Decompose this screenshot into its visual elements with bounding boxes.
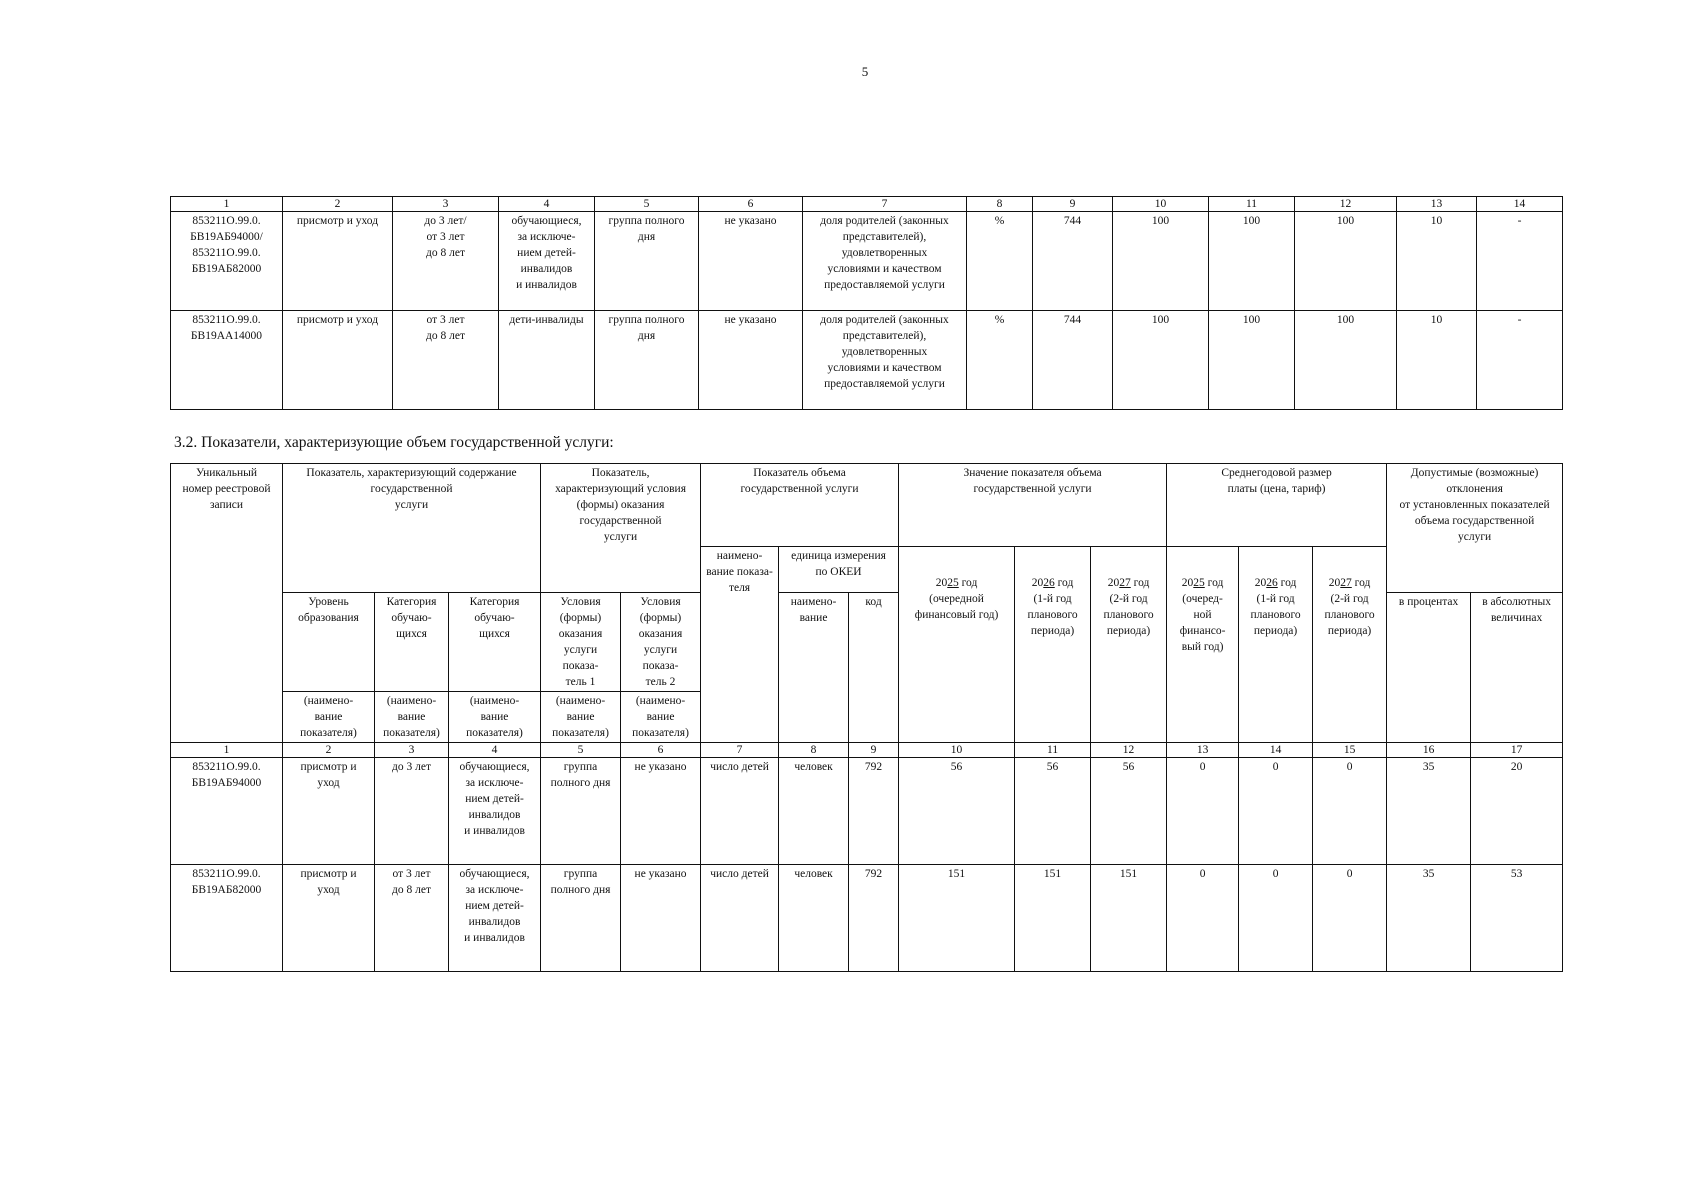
header-deviation-spacer [1387, 546, 1563, 593]
header-indicator-name: (наимено- вание показателя) [283, 692, 375, 743]
col-number: 3 [375, 743, 449, 758]
cell: 792 [849, 865, 899, 972]
header-level: Уровень образования [283, 593, 375, 692]
header-volume-value: Значение показателя объема государственной услуги [899, 464, 1167, 547]
cell: 10 [1397, 311, 1477, 410]
col-number: 13 [1167, 743, 1239, 758]
header-deviation: Допустимые (возможные) отклонения от установленных показателей объема государственной услуги [1387, 464, 1563, 547]
col-number: 11 [1015, 743, 1091, 758]
cell: 100 [1113, 311, 1209, 410]
col-number: 4 [449, 743, 541, 758]
cell: до 3 лет/ от 3 лет до 8 лет [393, 212, 499, 311]
header-unit-name: наимено- вание [779, 593, 849, 743]
header-indicator-name: (наимено- вание показателя) [449, 692, 541, 743]
cell: 151 [1015, 865, 1091, 972]
header-unit-code: код [849, 593, 899, 743]
header-year-3: 2027 год (2-й год планового периода) [1091, 546, 1167, 743]
col-number: 6 [699, 197, 803, 212]
col-number: 12 [1091, 743, 1167, 758]
cell: 56 [1091, 758, 1167, 865]
cell: от 3 лет до 8 лет [393, 311, 499, 410]
cell: % [967, 212, 1033, 311]
page-number: 5 [861, 64, 869, 79]
cell: 100 [1295, 212, 1397, 311]
cell: - [1477, 311, 1563, 410]
cell: 0 [1239, 758, 1313, 865]
header-year-2: 2026 год (1-й год планового периода) [1015, 546, 1091, 743]
col-number: 11 [1209, 197, 1295, 212]
header-price-year-2: 2026 год (1-й год планового периода) [1239, 546, 1313, 743]
header-average-price: Среднегодовой размер платы (цена, тариф) [1167, 464, 1387, 547]
header-conditions-indicator: Показатель, характеризующий условия (формы) оказания государственной услуги [541, 464, 701, 593]
cell: 100 [1209, 311, 1295, 410]
cell: - [1477, 212, 1563, 311]
col-number: 2 [283, 743, 375, 758]
cell: 853211О.99.0. БВ19АБ94000 [171, 758, 283, 865]
table-row [171, 311, 1563, 410]
cell: не указано [621, 758, 701, 865]
cell: не указано [699, 212, 803, 311]
header-volume-indicator: Показатель объема государственной услуги [701, 464, 899, 547]
cell: 56 [1015, 758, 1091, 865]
cell: обучающиеся, за исключе- нием детей- инвалидов и инвалидов [449, 758, 541, 865]
cell: 744 [1033, 311, 1113, 410]
cell: группа полного дня [541, 758, 621, 865]
cell: присмотр и уход [283, 865, 375, 972]
col-number: 16 [1387, 743, 1471, 758]
cell: 0 [1313, 758, 1387, 865]
col-number: 9 [1033, 197, 1113, 212]
quality-indicators-table [170, 196, 1563, 410]
col-number: 8 [967, 197, 1033, 212]
table-row [171, 865, 1563, 972]
header-condition-2: Условия (формы) оказания услуги показа- тель 2 [621, 593, 701, 692]
col-number: 2 [283, 197, 393, 212]
cell: 0 [1167, 758, 1239, 865]
header-price-year-1: 2025 год (очеред- ной финансо- вый год) [1167, 546, 1239, 743]
cell: 56 [899, 758, 1015, 865]
col-number: 5 [595, 197, 699, 212]
cell: 0 [1239, 865, 1313, 972]
cell: человек [779, 865, 849, 972]
header-unit: единица измерения по ОКЕИ [779, 546, 899, 593]
col-number: 1 [171, 743, 283, 758]
header-unique-number: Уникальный номер реестровой записи [171, 464, 283, 743]
header-condition-1: Условия (формы) оказания услуги показа- тель 1 [541, 593, 621, 692]
col-number: 14 [1477, 197, 1563, 212]
volume-indicators-table [170, 463, 1563, 972]
cell: обучающиеся, за исключе- нием детей- инвалидов и инвалидов [499, 212, 595, 311]
header-indicator-name: (наимено- вание показателя) [375, 692, 449, 743]
cell: дети-инвалиды [499, 311, 595, 410]
col-number: 15 [1313, 743, 1387, 758]
cell: присмотр и уход [283, 212, 393, 311]
header-year-1: 2025 год (очередной финансовый год) [899, 546, 1015, 743]
col-number: 10 [1113, 197, 1209, 212]
cell: доля родителей (законных представителей), удовлетворенных условиями и качеством предоставляемой услуги [803, 311, 967, 410]
header-category-1: Категория обучаю- щихся [375, 593, 449, 692]
cell: % [967, 311, 1033, 410]
cell: 35 [1387, 758, 1471, 865]
col-number: 14 [1239, 743, 1313, 758]
col-number: 7 [701, 743, 779, 758]
cell: 20 [1471, 758, 1563, 865]
header-percent: в процентах [1387, 593, 1471, 743]
col-number: 7 [803, 197, 967, 212]
cell: 35 [1387, 865, 1471, 972]
cell: 853211О.99.0. БВ19АБ82000 [171, 865, 283, 972]
cell: 100 [1295, 311, 1397, 410]
column-number-row [171, 197, 1563, 212]
cell: обучающиеся, за исключе- нием детей- инвалидов и инвалидов [449, 865, 541, 972]
col-number: 8 [779, 743, 849, 758]
header-category-2: Категория обучаю- щихся [449, 593, 541, 692]
header-indicator-name: (наимено- вание показателя) [621, 692, 701, 743]
table-row [171, 212, 1563, 311]
column-number-row [171, 743, 1563, 758]
col-number: 13 [1397, 197, 1477, 212]
col-number: 12 [1295, 197, 1397, 212]
header-volume-name: наимено- вание показа- теля [701, 546, 779, 743]
cell: 151 [899, 865, 1015, 972]
header-content-indicator: Показатель, характеризующий содержание государственной услуги [283, 464, 541, 593]
col-number: 6 [621, 743, 701, 758]
cell: число детей [701, 758, 779, 865]
section-title: 3.2. Показатели, характеризующие объем государственной услуги: [174, 434, 614, 451]
col-number: 5 [541, 743, 621, 758]
cell: число детей [701, 865, 779, 972]
col-number: 9 [849, 743, 899, 758]
cell: 853211О.99.0. БВ19АА14000 [171, 311, 283, 410]
col-number: 17 [1471, 743, 1563, 758]
cell: группа полного дня [595, 311, 699, 410]
col-number: 1 [171, 197, 283, 212]
header-indicator-name: (наимено- вание показателя) [541, 692, 621, 743]
header-price-year-3: 2027 год (2-й год планового периода) [1313, 546, 1387, 743]
cell: 100 [1113, 212, 1209, 311]
cell: 744 [1033, 212, 1113, 311]
table-row [171, 758, 1563, 865]
col-number: 4 [499, 197, 595, 212]
cell: присмотр и уход [283, 311, 393, 410]
cell: 0 [1167, 865, 1239, 972]
cell: 53 [1471, 865, 1563, 972]
cell: 792 [849, 758, 899, 865]
cell: присмотр и уход [283, 758, 375, 865]
cell: 853211О.99.0. БВ19АБ94000/ 853211О.99.0. БВ19АБ82000 [171, 212, 283, 311]
cell: доля родителей (законных представителей), удовлетворенных условиями и качеством предоставляемой услуги [803, 212, 967, 311]
cell: до 3 лет [375, 758, 449, 865]
cell: человек [779, 758, 849, 865]
cell: 0 [1313, 865, 1387, 972]
header-row [171, 464, 1563, 547]
col-number: 3 [393, 197, 499, 212]
header-absolute: в абсолютных величинах [1471, 593, 1563, 743]
col-number: 10 [899, 743, 1015, 758]
cell: 100 [1209, 212, 1295, 311]
cell: 151 [1091, 865, 1167, 972]
cell: 10 [1397, 212, 1477, 311]
cell: не указано [621, 865, 701, 972]
cell: группа полного дня [595, 212, 699, 311]
cell: от 3 лет до 8 лет [375, 865, 449, 972]
cell: группа полного дня [541, 865, 621, 972]
cell: не указано [699, 311, 803, 410]
